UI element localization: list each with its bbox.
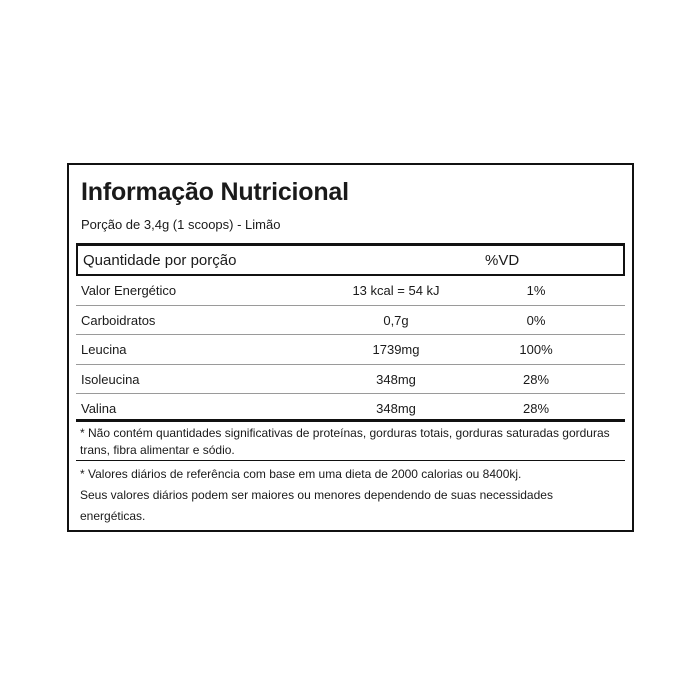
nutrient-vd: 1%	[526, 283, 546, 298]
nutrition-facts-label	[67, 163, 634, 532]
serving-size: Porção de 3,4g (1 scoops) - Limão	[81, 217, 281, 232]
nutrient-table	[76, 276, 625, 423]
nutrient-name: Valor Energético	[81, 283, 177, 298]
nutrient-vd: 100%	[519, 342, 553, 358]
nutrient-name: Leucina	[81, 342, 127, 358]
nutrient-amount: 0,7g	[383, 312, 409, 328]
nutrient-vd: 28%	[522, 371, 550, 387]
nutrient-vd: 28%	[522, 401, 550, 417]
nutrient-amount: 13 kcal = 54 kJ	[352, 283, 440, 298]
nutrient-name: Isoleucina	[81, 371, 140, 387]
nutrient-amount: 348mg	[376, 371, 416, 387]
nutrient-vd: 0%	[526, 312, 546, 328]
table-row	[76, 365, 625, 395]
nutrient-amount: 348mg	[376, 401, 416, 417]
label-title: Informação Nutricional	[81, 178, 349, 206]
quantity-header: Quantidade por porção	[83, 252, 237, 269]
table-row	[76, 276, 625, 306]
nutrient-name: Valina	[81, 401, 117, 417]
footnote-reference-line-2: Seus valores diários podem ser maiores ou menores dependendo de suas necessidades energéticas.	[80, 488, 553, 523]
table-header	[76, 246, 625, 276]
nutrient-amount: 1739mg	[372, 342, 420, 358]
table-row	[76, 306, 625, 336]
nutrient-name: Carboidratos	[81, 312, 156, 328]
footnote-reference	[76, 461, 625, 527]
footnote-insignificant: * Não contém quantidades significativas de proteínas, gorduras totais, gorduras saturadas gorduras trans, fibra alimentar e sódio.	[76, 422, 625, 461]
footnote-reference-line-1: * Valores diários de referência com base em uma dieta de 2000 calorias ou 8400kj.	[80, 467, 522, 481]
vd-header: %VD	[485, 252, 520, 269]
table-row	[76, 335, 625, 365]
